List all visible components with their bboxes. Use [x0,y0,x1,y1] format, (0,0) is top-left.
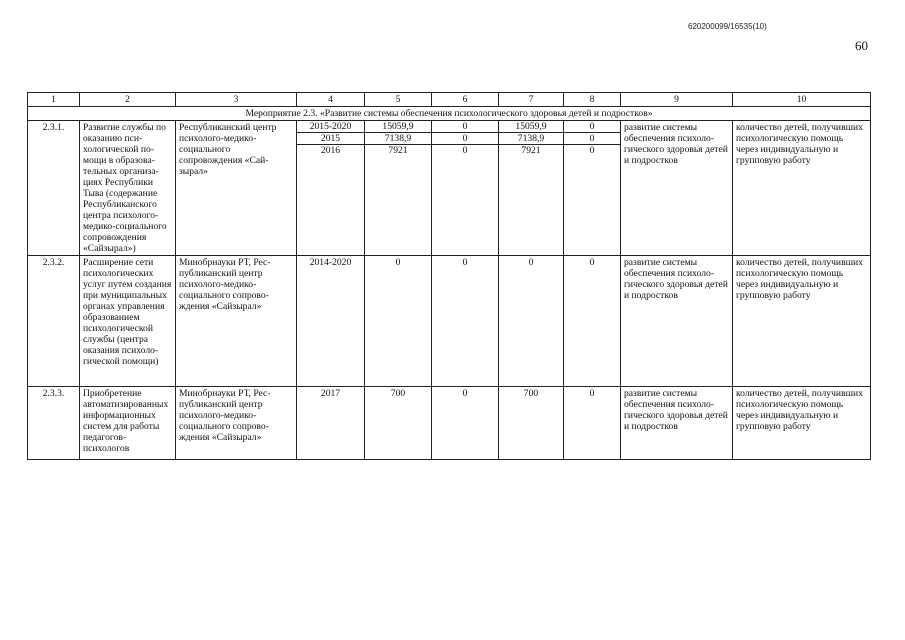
period: 2016 [320,145,341,156]
total-cell [365,121,432,256]
executor: Минобрнауки РТ, Республиканский центр психолого-медико-социального сопровождения «Сайзырал» [176,387,297,460]
activity-name: Приобретение автоматизированных информационных систем для работы педагогов-психологов [80,387,176,460]
amount-total: 7138,9 [365,133,431,145]
amount-republic: 7921 [521,145,541,156]
column-numbers-row [28,93,871,107]
amount-federal: 0 [432,133,498,145]
table-row [28,121,871,256]
amount-other: 0 [564,387,621,460]
expected-result: развитие системы обеспечения психологического здоровья детей и подростков [621,121,733,256]
column-header: 4 [297,93,365,107]
amount-republic: 15059,9 [499,121,563,133]
row-number: 2.3.3. [28,387,80,460]
amount-republic: 7138,9 [499,133,563,145]
amount-federal: 0 [432,256,499,387]
column-header: 8 [564,93,621,107]
column-header: 7 [499,93,564,107]
amount-federal: 0 [432,387,499,460]
other-cell [564,121,621,256]
amount-republic: 0 [499,256,564,387]
executor: Минобрнауки РТ, Республиканский центр психолого-медико-социального сопровождения «Сайзырал» [176,256,297,387]
amount-republic: 700 [499,387,564,460]
table-row [28,256,871,387]
amount-total: 700 [365,387,432,460]
document-id: 620200099/16535(10) [688,22,767,31]
expected-result: развитие системы обеспечения психологического здоровья детей и подростков [621,387,733,460]
indicator: количество детей, получивших психологическую помощь через индивидуальную и групповую работу [733,387,871,460]
program-table [27,92,871,460]
indicator: количество детей, получивших психологическую помощь через индивидуальную и групповую работу [733,121,871,256]
activity-name: Расширение сети психологических услуг путем создания при муниципальных органах управления образованием психологической службы (центра оказания психологической помощи) [80,256,176,387]
executor: Республиканский центр психолого-медико-социального сопровождения «Сайзырал» [176,121,297,256]
column-header: 2 [80,93,176,107]
amount-total: 15059,9 [365,121,431,133]
amount-federal: 0 [462,145,468,156]
republic-cell [499,121,564,256]
amount-other: 0 [589,145,595,156]
row-number: 2.3.2. [28,256,80,387]
column-header: 3 [176,93,297,107]
amount-total: 0 [365,256,432,387]
column-header: 5 [365,93,432,107]
row-number: 2.3.1. [28,121,80,256]
column-header: 6 [432,93,499,107]
column-header: 10 [733,93,871,107]
amount-other: 0 [564,256,621,387]
section-row [28,107,871,121]
section-title: Мероприятие 2.3. «Развитие системы обеспечения психологического здоровья детей и подростков» [28,107,871,121]
indicator: количество детей, получивших психологическую помощь через индивидуальную и групповую работу [733,256,871,387]
period-cell [297,121,365,256]
column-header: 1 [28,93,80,107]
amount-other: 0 [564,121,620,133]
amount-total: 7921 [388,145,408,156]
period: 2015-2020 [297,121,364,133]
column-header: 9 [621,93,733,107]
activity-name: Развитие службы по оказанию психологической помощи в образовательных организациях Республики Тыва (содержание Республиканского центра психолого-медико-социального сопровождения «Сайзырал») [80,121,176,256]
page-number: 60 [855,38,868,53]
amount-federal: 0 [432,121,498,133]
period: 2014-2020 [297,256,365,387]
period: 2017 [297,387,365,460]
period: 2015 [297,133,364,145]
amount-other: 0 [564,133,620,145]
federal-cell [432,121,499,256]
expected-result: развитие системы обеспечения психологического здоровья детей и подростков [621,256,733,387]
table-row [28,387,871,460]
